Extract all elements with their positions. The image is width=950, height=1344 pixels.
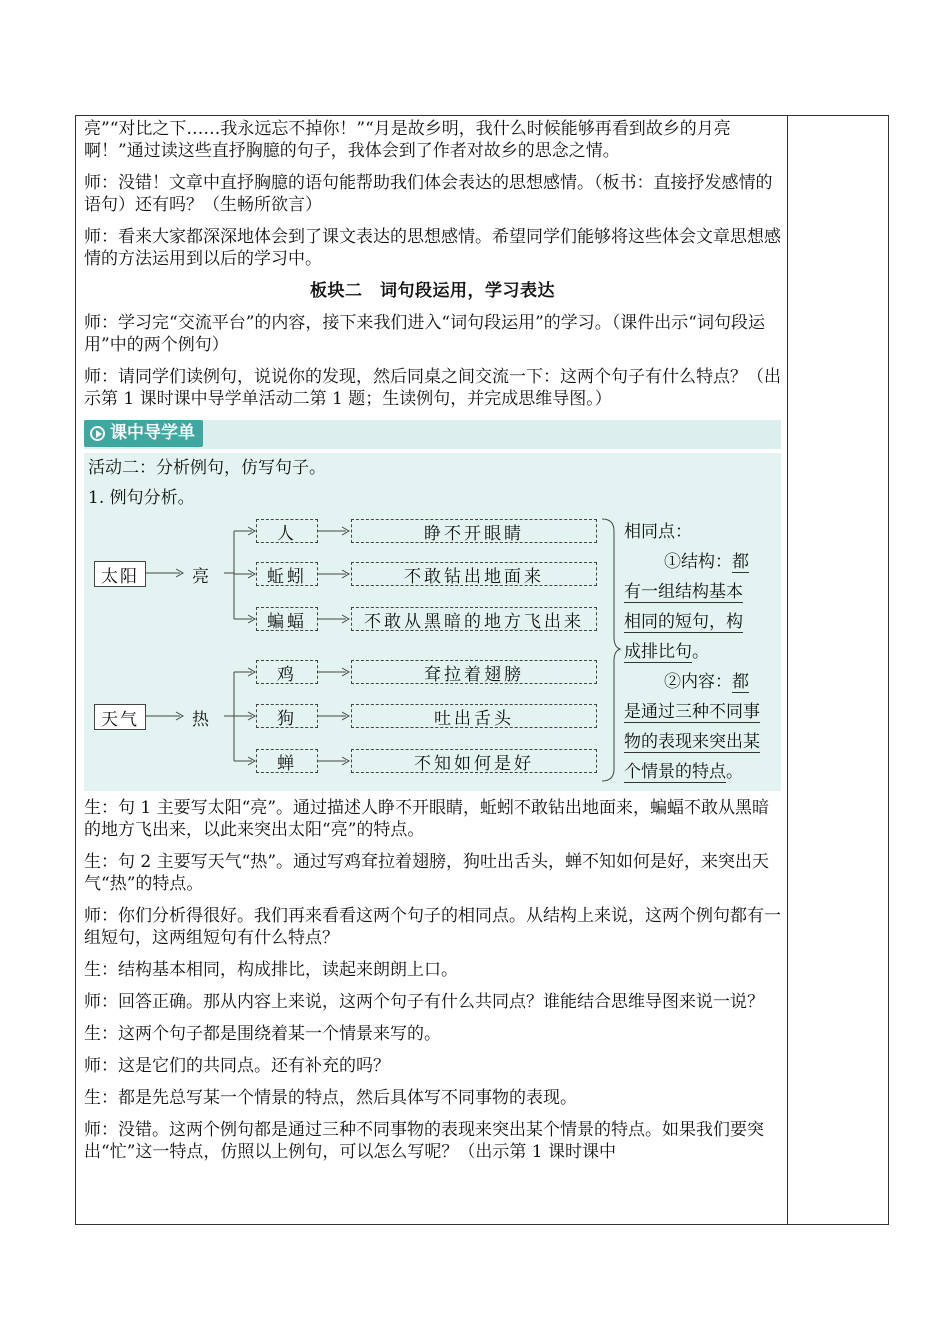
note-line: 都 <box>732 672 749 692</box>
guide-banner <box>84 420 781 449</box>
play-circle-icon <box>90 426 105 441</box>
guide-label: 课中导学单 <box>110 423 195 443</box>
note-end-mark: 。 <box>692 642 709 662</box>
similarity-note <box>624 517 784 787</box>
guide-tab <box>84 420 203 447</box>
note-line: 成排比句 <box>624 642 692 662</box>
desc-box: 睁不开眼睛 <box>351 519 597 543</box>
paragraph: 师：请同学们读例句，说说你的发现，然后同桌之间交流一下：这两个句子有什么特点？（出示第 1 课时课中导学单活动二第 1 题；生读例句，并完成思维导图。） <box>84 367 781 409</box>
paragraph: 师：这是它们的共同点。还有补充的吗？ <box>84 1056 390 1076</box>
desc-box: 不敢钻出地面来 <box>351 562 597 586</box>
paragraph: 生：结构基本相同，构成排比，读起来朗朗上口。 <box>84 960 458 980</box>
paragraph: 生：句 1 主要写太阳“亮”。通过描述人睁不开眼睛，蚯蚓不敢钻出地面来，蝙蝠不敢从黑暗的地方飞出来，以此来突出太阳“亮”的特点。 <box>84 798 770 840</box>
note-line: 物的表现来突出某 <box>624 732 760 752</box>
note-title: 相同点： <box>624 522 692 542</box>
paragraph: 师：没错。这两个例句都是通过三种不同事物的表现来突出某个情景的特点。如果我们要突出“忙”这一特点，仿照以上例句，可以怎么写呢？（出示第 1 课时课中 <box>84 1120 764 1162</box>
paragraph: 师：你们分析得很好。我们再来看看这两个句子的相同点。从结构上来说，这两个例句都有一组短句，这两组短句有什么特点？ <box>84 906 781 948</box>
note-point1-label: ①结构： <box>664 552 732 572</box>
paragraph: 师：没错！文章中直抒胸臆的语句能帮助我们体会表达的思想感情。（板书：直接抒发感情的语句）还有吗？（生畅所欲言） <box>84 173 773 215</box>
note-point2-label: ②内容： <box>664 672 732 692</box>
desc-box: 耷拉着翅膀 <box>351 660 597 684</box>
note-line: 都 <box>732 552 749 572</box>
lesson-table <box>75 115 889 1225</box>
column-divider <box>787 116 788 1224</box>
thing-box: 蝙蝠 <box>256 607 318 631</box>
note-line: 相同的短句，构 <box>624 612 743 632</box>
paragraph: 生：句 2 主要写天气“热”。通过写鸡耷拉着翅膀，狗吐出舌头，蝉不知如何是好，来突出天气“热”的特点。 <box>84 852 770 894</box>
trait-label: 亮 <box>192 567 209 587</box>
thing-box: 狗 <box>256 704 318 728</box>
paragraph: 生：都是先总写某一个情景的特点，然后具体写不同事物的表现。 <box>84 1088 577 1108</box>
subject-box: 太阳 <box>94 561 146 587</box>
thing-box: 鸡 <box>256 660 318 684</box>
paragraph: 师：学习完“交流平台”的内容，接下来我们进入“词句段运用”的学习。（课件出示“词句段运用”中的两个例句） <box>84 313 765 355</box>
lesson-content <box>84 118 781 1173</box>
thing-box: 蚯蚓 <box>256 562 318 586</box>
thing-box: 蝉 <box>256 749 318 773</box>
desc-box: 不敢从黑暗的地方飞出来 <box>351 607 597 631</box>
paragraph: 师：看来大家都深深地体会到了课文表达的思想感情。希望同学们能够将这些体会文章思想感情的方法运用到以后的学习中。 <box>84 227 781 269</box>
activity-title: 活动二：分析例句，仿写句子。 <box>88 458 326 478</box>
note-end-mark: 。 <box>726 762 743 782</box>
mind-map <box>88 517 781 789</box>
activity-subtitle: 1. 例句分析。 <box>88 488 195 508</box>
note-line: 是通过三种不同事 <box>624 702 760 722</box>
trait-label: 热 <box>192 710 209 730</box>
subject-box: 天气 <box>94 704 146 730</box>
paragraph: 师：回答正确。那从内容上来说，这两个句子有什么共同点？谁能结合思维导图来说一说？ <box>84 992 764 1012</box>
desc-box: 吐出舌头 <box>351 704 597 728</box>
note-line: 有一组结构基本 <box>624 582 743 602</box>
section-heading: 板块二 词句段运用，学习表达 <box>310 281 555 301</box>
desc-box: 不知如何是好 <box>351 749 597 773</box>
note-line: 个情景的特点 <box>624 762 726 782</box>
paragraph: 亮”“对比之下……我永远忘不掉你！”“月是故乡明，我什么时候能够再看到故乡的月亮啊！”通过读这些直抒胸臆的句子，我体会到了作者对故乡的思念之情。 <box>84 119 731 161</box>
thing-box: 人 <box>256 519 318 543</box>
paragraph: 生：这两个句子都是围绕着某一个情景来写的。 <box>84 1024 441 1044</box>
activity-panel <box>84 453 781 791</box>
